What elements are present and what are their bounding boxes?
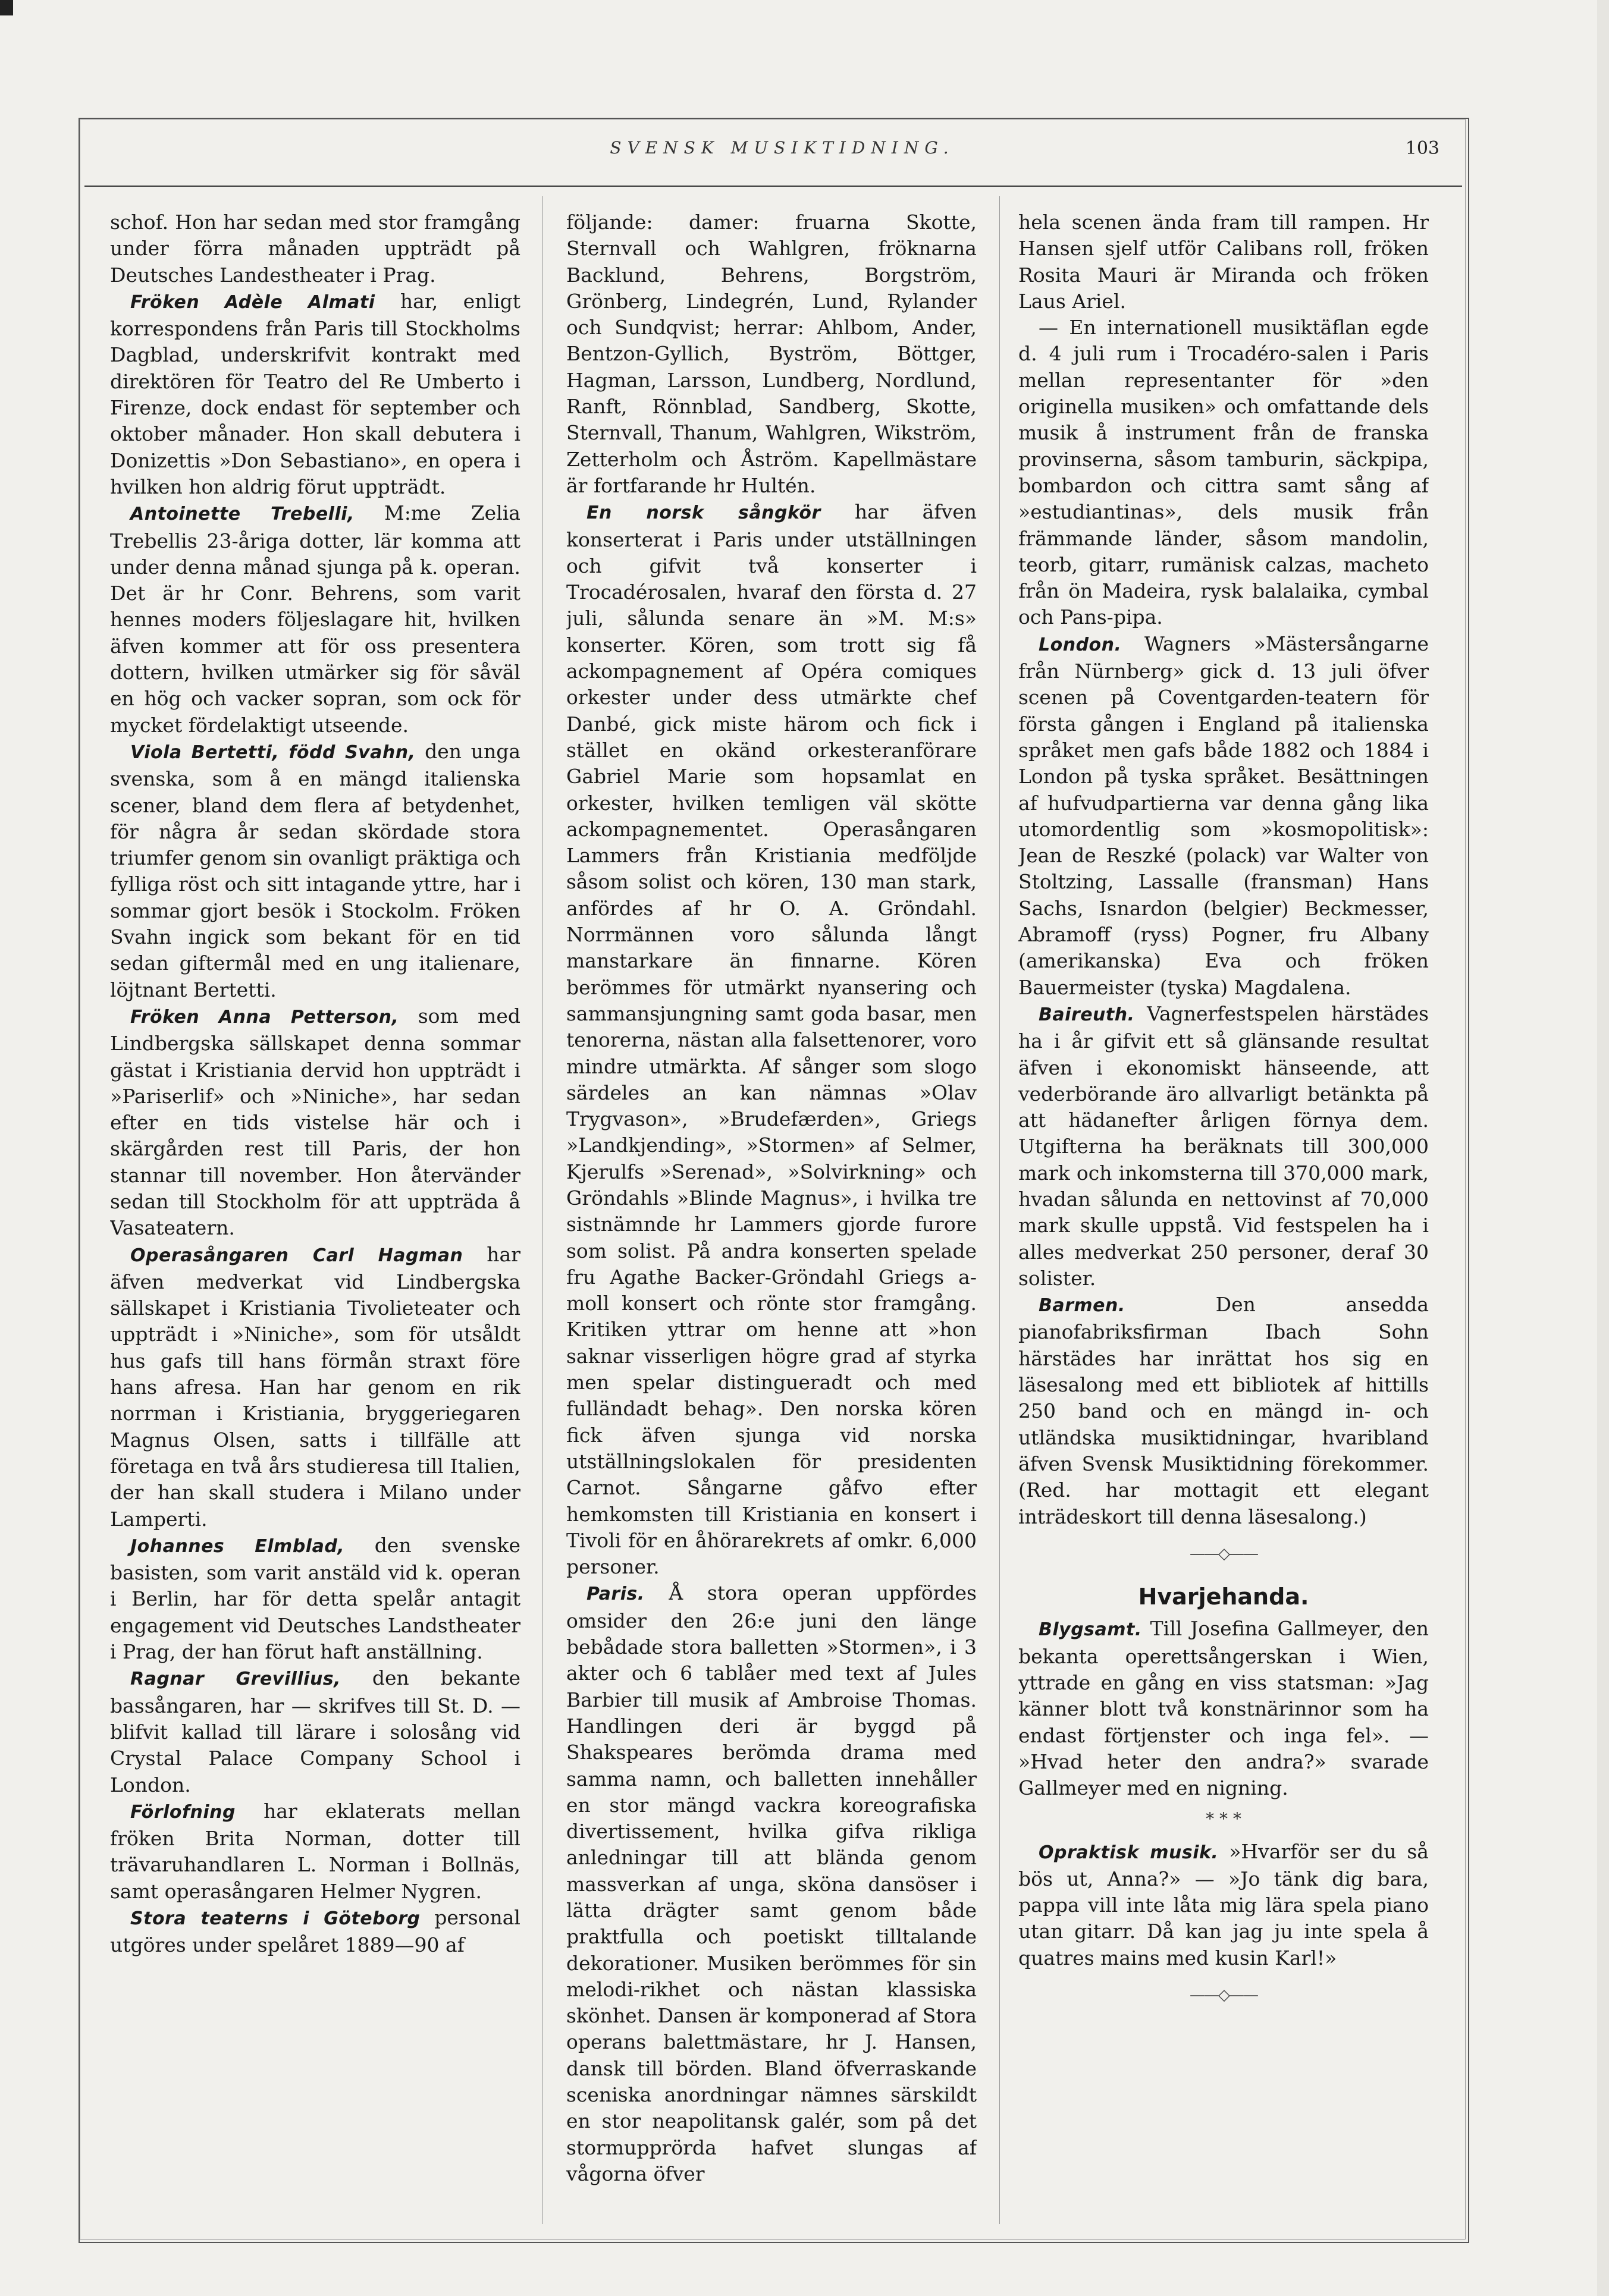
header-rule <box>84 186 1462 187</box>
paragraph-lead: Viola Bertetti, född Svahn, <box>130 742 416 763</box>
paragraph-lead: Paris. <box>586 1584 645 1605</box>
paragraph <box>110 1532 520 1665</box>
paragraph <box>1018 1292 1429 1530</box>
paragraph-lead: Stora teaterns i Göteborg <box>130 1908 421 1929</box>
paragraph <box>110 288 520 500</box>
paragraph <box>1018 1001 1429 1292</box>
paragraph-text: följande: damer: fruarna Skotte, Sternvall och Wahlgren, fröknarna Backlund, Behrens, Borgström, Grönberg, Lindegrén, Lund, Rylander och Sundqvist; herrar: Ahlbom, Ander, Bentzon-Gyllich, Byström, Böttger, Hagman, Larsson, Lundberg, Nordlund, Ranft, Rönnblad, Sandberg, Skotte, Sternvall, Thanum, Wahlgren, Wikström, Zetterholm och Åström. Kapellmästare är fortfarande hr Hultén. <box>566 211 977 497</box>
paragraph <box>110 1905 520 1959</box>
paragraph-text: Till Josefina Gallmeyer, den bekanta operettsångerskan i Wien, yttrade en gång en viss statsman: »Jag känner blott två konstnärinnor som ha endast förtjenster och inga fel». — »Hvad heter den andra?» svarade Gallmeyer med en nigning. <box>1018 1617 1429 1800</box>
paragraph <box>110 209 520 288</box>
paragraph-lead: Förlofning <box>130 1801 236 1823</box>
paragraph-text: har eklaterats mellan fröken Brita Norman, dotter till trävaruhandlaren L. Norman i Bollnäs, samt operasångaren Helmer Nygren. <box>110 1799 520 1903</box>
running-title: SVENSK MUSIKTIDNING. <box>610 138 955 158</box>
ornament-divider: ——◇—— <box>1190 1544 1257 1563</box>
paragraph-lead: Operasångaren Carl Hagman <box>130 1245 463 1266</box>
paragraph <box>1018 631 1429 1001</box>
scan-corner-mark <box>0 0 13 15</box>
column-rule <box>999 196 1000 2224</box>
paragraph-text: Å stora operan uppfördes omsider den 26:e juni den länge bebådade stora balletten »Stormen», i 3 akter och 6 tablåer med text af Jules Barbier till musik af Ambroise Thomas. Handlingen deri är byggd på Shakspeares berömda drama med samma namn, och balletten innehåller en stor mängd vackra koreografiska divertissement, hvilka gifva rikliga anledningar till att blända genom massverkan af unga, sköna dansöser i lätta drägter samt genom både praktfulla och poetiskt tilltalande dekorationer. Musiken berömmes för sin melodi-rikhet och nästan klassiska skönhet. Dansen är komponerad af Stora operans balettmästare, hr J. Hansen, dansk till börden. Bland öfverraskande sceniska anordningar nämnes särskildt en stor neapolitansk galér, som på det stormupprörda hafvet slungas af vågorna öfver <box>566 1581 977 2185</box>
paragraph <box>1018 315 1429 631</box>
ornament-divider: ——◇—— <box>1190 1986 1257 2004</box>
column-rule <box>542 196 543 2224</box>
paragraph-text: Wagners »Mästersångarne från Nürnberg» gick d. 13 juli öfver scenen på Coventgarden-teatern för första gången i England på italienska språket men gafs både 1882 och 1884 i London på tyska språket. Besättningen af hufvudpartierna var denna gång lika utomordentlig som »kosmopolitisk»: Jean de Reszké (polack) var Walter von Stoltzing, Lassalle (fransman) Hans Sachs, Isnardon (belgier) Beckmesser, Abramoff (ryss) Pogner, fru Albany (amerikanska) Eva och fröken Bauermeister (tyska) Magdalena. <box>1018 632 1429 999</box>
paragraph-text: — En internationell musiktäflan egde d. 4 juli rum i Trocadéro-salen i Paris mellan representanter för »den originella musiken» och omfattande dels musik å instrument från de franska provinserna, såsom tamburin, säckpipa, bombardon och cittra samt sång af »estudiantinas», dels musik från främmande länder, såsom mandolin, teorb, gitarr, rumänisk calzas, macheto från ön Madeira, rysk balalaika, cymbal och Pans-pipa. <box>1018 316 1429 629</box>
paragraph-text: har äfven medverkat vid Lindbergska sällskapet i Kristiania Tivolieteater och uppträdt i »Niniche», som för utsåldt hus gafs till hans förmån straxt före hans afresa. Han har genom en rik norrman i Kristiania, bryggeriegaren Magnus Olsen, satts i tillfälle att företaga en två års studieresa till Italien, der han skall studera i Milano under Lamperti. <box>110 1242 520 1531</box>
paragraph-text: den bekante bassångaren, har — skrifves till St. D. — blifvit kallad till lärare i solosång vid Crystal Palace Company School i London. <box>110 1666 520 1796</box>
paragraph-text: personal utgöres under spelåret 1889—90 af <box>110 1906 520 1957</box>
paragraph-lead: Barmen. <box>1039 1295 1125 1317</box>
paragraph-text: har äfven konserterat i Paris under utställningen och gifvit två konserter i Trocadérosalen, hvaraf den första d. 27 juli, sålunda senare än »M. M:s» konserter. Kören, som trott sig få ackompagnement af Opéra comiques orkester under dess utmärkte chef Danbé, gick miste härom och fick i stället en okänd orkesteranförare Gabriel Marie som hopsamlat en orkester, hvilken temligen väl skötte ackompagnementet. Operasångaren Lammers från Kristiania medföljde såsom solist och kören, 130 man stark, anfördes af hr O. A. Gröndahl. Norrmännen voro sålunda långt manstarkare än finnarne. Kören berömmes för utmärkt nyansering och sammansjungning samt goda basar, men tenorerna, nästan alla falsettenorer, voro mindre utmärkta. Af sånger som slogo särdeles an kan nämnas »Olav Trygvason», »Brudefærden», Griegs »Landkjending», »Stormen» af Selmer, Kjerulfs »Serenad», »Solvirkning» och Gröndahls »Blinde Magnus», i hvilka tre sistnämnde hr Lammers gjorde furore som solist. På andra konserten spelade fru Agathe Backer-Gröndahl Griegs a-moll konsert och rönte stor framgång. Kritiken yttrar om henne att »hon saknar visserligen högre grad af styrka men spelar distingueradt och med fulländadt behag». Den norska kören fick äfven sjunga vid norska utställningslokalen för presidenten Carnot. Sångarne gåfvo efter hemkomsten till Kristiania en konsert i Tivoli för en åhörarekrets af omkr. 6,000 personer. <box>566 500 977 1579</box>
paragraph-lead: Johannes Elmblad, <box>130 1535 345 1557</box>
paragraph <box>110 1242 520 1532</box>
paragraph-lead: London. <box>1039 634 1122 655</box>
paragraph <box>1018 209 1429 315</box>
paragraph <box>110 1798 520 1905</box>
paragraph-text: »Hvarför ser du så bös ut, Anna?» — »Jo tänk dig bara, pappa vill inte låta mig lära spela piano utan gitarr. Då kan jag ju inte spela å quatres mains med kusin Karl!» <box>1018 1839 1429 1970</box>
paragraph <box>1018 1616 1429 1801</box>
page-number: 103 <box>1405 138 1439 159</box>
page-header <box>107 138 1457 175</box>
paragraph-text: schof. Hon har sedan med stor framgång under förra månaden uppträdt på Deutsches Landestheater i Prag. <box>110 211 520 287</box>
paragraph-lead: Fröken Anna Petterson, <box>130 1006 399 1028</box>
section-title: Hvarjehanda. <box>1138 1584 1309 1610</box>
paragraph-text: M:me Zelia Trebellis 23-åriga dotter, lär komma att under denna månad sjunga på k. operan. Det är hr Conr. Behrens, som varit hennes moders följeslagare hit, hvilken äfven kommer att för oss presentera dottern, hvilken utmärker sig för såväl en hög och vacker sopran, som ock för mycket fördelaktigt utseende. <box>110 501 520 737</box>
paragraph-lead: Blygsamt. <box>1039 1619 1142 1641</box>
paragraph-lead: Fröken Adèle Almati <box>130 291 375 313</box>
paragraph-lead: En norsk sångkör <box>586 502 821 524</box>
paragraph <box>110 1003 520 1242</box>
paragraph-lead: Antoinette Trebelli, <box>130 504 355 525</box>
paragraph <box>1018 1839 1429 1971</box>
column-3 <box>1018 209 1429 2243</box>
paragraph <box>110 739 520 1003</box>
paragraph-text: Den ansedda pianofabriksfirman Ibach Sohn härstädes har inrättat hos sig en läsesalong med ett bibliotek af hittills 250 band och en mängd in- och utländska musiktidningar, hvaribland äfven Svensk Musiktidning förekommer. (Red. har mottagit ett elegant inträdeskort till denna läsesalong.) <box>1018 1293 1429 1528</box>
paragraph <box>566 209 977 499</box>
column-1 <box>110 209 520 2243</box>
column-2 <box>566 209 977 2243</box>
paragraph-text: som med Lindbergska sällskapet denna sommar gästat i Kristiania dervid hon uppträdt i »Pariserlif» och »Niniche», har sedan efter en tids vistelse här och i skärgården rest till Paris, der hon stannar till november. Hon återvänder sedan till Stockholm för att uppträda å Vasateatern. <box>110 1004 520 1240</box>
paragraph-lead: Ragnar Grevillius, <box>130 1669 341 1690</box>
paragraph <box>110 1665 520 1798</box>
paragraph-text: hela scenen ända fram till rampen. Hr Hansen sjelf utför Calibans roll, fröken Rosita Mauri är Miranda och fröken Laus Ariel. <box>1018 211 1429 313</box>
paragraph-text: Vagnerfestspelen härstädes ha i år gifvit ett så glänsande resultat äfven i ekonomiskt hänseende, att vederbörande äro allvarligt betänkta på att hädanefter årligen förnya dem. Utgifterna ha beräknats till 300,000 mark och inkomsterna till 370,000 mark, hvadan sålunda en nettovinst af 70,000 mark skulle uppstå. Vid festspelen ha i alles medverkat 250 personer, deraf 30 solister. <box>1018 1001 1429 1290</box>
paragraph-lead: Opraktisk musik. <box>1039 1842 1219 1863</box>
asterism: * * * <box>1206 1808 1241 1829</box>
paragraph <box>566 499 977 1580</box>
paragraph-text: har, enligt korrespondens från Paris till Stockholms Dagblad, underskrifvit kontrakt med direktören för Teatro del Re Umberto i Firenze, dock endast för september och oktober månader. Hon skall debutera i Donizettis »Don Sebastiano», en opera i hvilken hon aldrig förut uppträdt. <box>110 289 520 498</box>
scan-margin <box>1597 0 1609 2296</box>
paragraph <box>566 1580 977 2187</box>
paragraph-lead: Baireuth. <box>1039 1004 1135 1025</box>
paragraph <box>110 500 520 739</box>
paragraph-text: den unga svenska, som å en mängd italienska scener, bland dem flera af betydenhet, för några år sedan skördade stora triumfer genom sin ovanligt präktiga och fylliga röst och sitt intagande yttre, har i sommar gjort besök i Stockolm. Fröken Svahn ingick som bekant för en tid sedan giftermål med en ung italienare, löjtnant Bertetti. <box>110 739 520 1001</box>
paragraph-text: den svenske basisten, som varit anstäld vid k. operan i Berlin, har för detta spelår antagit engagement vid Deutsches Landstheater i Prag, der han förut haft anställning. <box>110 1533 520 1664</box>
